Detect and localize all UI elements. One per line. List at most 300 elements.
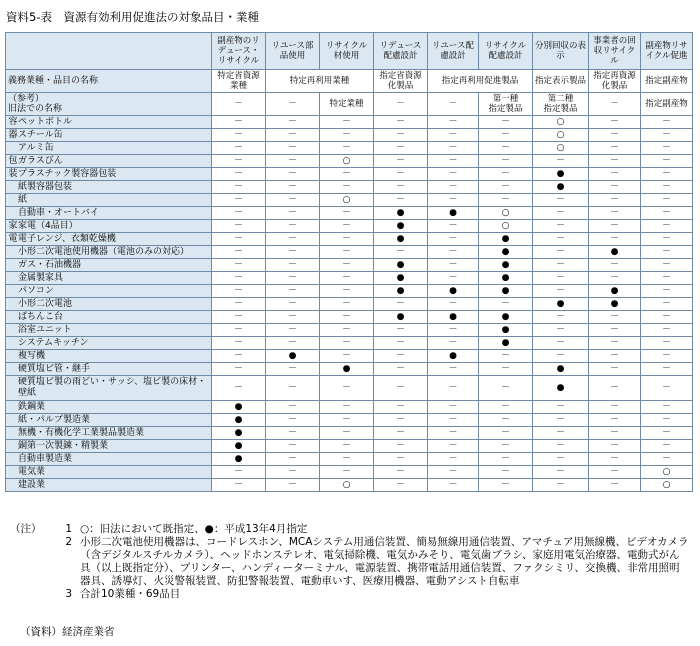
mark-cell: －	[589, 181, 641, 194]
mark-cell: ○	[533, 129, 589, 142]
mark-cell: －	[589, 401, 641, 414]
mark-cell: ●	[428, 350, 479, 363]
mark-cell: －	[428, 259, 479, 272]
mark-cell: －	[320, 116, 374, 129]
column-header: リサイクル配慮設計	[479, 33, 533, 70]
item-label-wrap	[8, 377, 209, 399]
mark-cell: －	[589, 350, 641, 363]
item-label-wrap	[8, 402, 209, 413]
item-name: 紙・パルプ製造業	[18, 414, 91, 425]
group-label: 容	[8, 116, 18, 127]
mark-cell: －	[320, 453, 374, 466]
item-name: パソコン	[18, 285, 54, 296]
category-cell: 指定表示製品	[533, 70, 589, 93]
mark-cell: －	[641, 142, 693, 155]
mark-cell: －	[533, 466, 589, 479]
old-law-row	[6, 93, 693, 116]
mark-cell: －	[266, 207, 320, 220]
note-prefix: （注）	[10, 523, 42, 535]
mark-cell: －	[212, 142, 266, 155]
mark-cell: ●	[374, 259, 428, 272]
mark-cell: －	[641, 246, 693, 259]
mark-cell: －	[479, 363, 533, 376]
mark-cell: －	[428, 142, 479, 155]
item-name: アルミ缶	[18, 142, 54, 153]
mark-cell: －	[212, 479, 266, 492]
mark-cell: －	[212, 181, 266, 194]
mark-cell: －	[641, 427, 693, 440]
table-row	[6, 298, 693, 311]
item-label-wrap	[8, 286, 209, 297]
mark-cell: ●	[212, 414, 266, 427]
mark-cell: －	[589, 466, 641, 479]
mark-cell: －	[641, 401, 693, 414]
mark-cell: －	[533, 453, 589, 466]
mark-cell: －	[589, 155, 641, 168]
mark-cell: －	[641, 414, 693, 427]
table-row	[6, 453, 693, 466]
old-law-value: 特定業種	[320, 93, 374, 116]
mark-cell: －	[320, 168, 374, 181]
item-label	[6, 155, 212, 168]
mark-cell: －	[589, 142, 641, 155]
mark-cell: －	[641, 311, 693, 324]
old-law-value: －	[212, 93, 266, 116]
item-label-wrap	[8, 364, 209, 375]
item-label	[6, 376, 212, 401]
item-label-wrap	[8, 467, 209, 478]
mark-cell: －	[533, 272, 589, 285]
mark-cell: －	[374, 246, 428, 259]
mark-cell: ●	[479, 272, 533, 285]
mark-cell: －	[212, 311, 266, 324]
mark-cell: －	[266, 168, 320, 181]
mark-cell: －	[641, 453, 693, 466]
mark-cell: －	[589, 479, 641, 492]
mark-cell: ○	[533, 116, 589, 129]
item-name: 硬質塩ビ管・継手	[18, 363, 91, 374]
target-items-table	[5, 32, 693, 492]
note-number: 3	[65, 588, 72, 600]
category-cell: 指定副産物	[641, 70, 693, 93]
mark-cell: ●	[374, 311, 428, 324]
mark-cell: ●	[533, 181, 589, 194]
item-label-wrap	[8, 415, 209, 426]
mark-cell: －	[589, 376, 641, 401]
item-name: 小形二次電池	[18, 298, 73, 309]
group-label: 器	[8, 129, 18, 140]
item-name: 家電（4品目）	[18, 220, 78, 231]
mark-cell: －	[589, 453, 641, 466]
item-label	[6, 207, 212, 220]
group-label: 電	[8, 233, 18, 244]
mark-cell: －	[479, 453, 533, 466]
mark-cell: －	[533, 246, 589, 259]
item-label-wrap	[8, 273, 209, 284]
mark-cell: ●	[533, 298, 589, 311]
mark-cell: ●	[266, 350, 320, 363]
mark-cell: －	[320, 376, 374, 401]
mark-cell: －	[533, 440, 589, 453]
mark-cell: －	[266, 272, 320, 285]
table-row	[6, 285, 693, 298]
mark-cell: －	[428, 324, 479, 337]
mark-cell: －	[212, 363, 266, 376]
mark-cell: －	[428, 155, 479, 168]
mark-cell: －	[212, 129, 266, 142]
table-row	[6, 116, 693, 129]
mark-cell: ○	[479, 207, 533, 220]
group-label	[8, 273, 18, 284]
column-header: 事業者の回収リサイクル	[589, 33, 641, 70]
mark-cell: ●	[533, 168, 589, 181]
note-number: 2	[65, 536, 72, 548]
item-label-wrap	[8, 195, 209, 206]
item-label	[6, 142, 212, 155]
item-name: システムキッチン	[18, 337, 89, 348]
mark-cell: －	[479, 155, 533, 168]
table-row	[6, 233, 693, 246]
item-label	[6, 298, 212, 311]
item-label	[6, 220, 212, 233]
mark-cell: －	[374, 414, 428, 427]
mark-cell: －	[641, 220, 693, 233]
mark-cell: －	[266, 324, 320, 337]
mark-cell: －	[320, 401, 374, 414]
mark-cell: －	[320, 324, 374, 337]
mark-cell: －	[479, 414, 533, 427]
item-name: 建設業	[18, 479, 46, 490]
column-header: リサイクル材使用	[320, 33, 374, 70]
category-cell-merged: 指定再利用促進製品	[428, 70, 533, 93]
category-row	[6, 70, 693, 93]
mark-cell: －	[533, 479, 589, 492]
mark-cell: －	[374, 363, 428, 376]
mark-cell: －	[212, 324, 266, 337]
mark-cell: －	[428, 194, 479, 207]
item-name: 硬質塩ビ製の雨どい・サッシ、塩ビ製の床材・壁紙	[18, 377, 207, 398]
mark-cell: ●	[479, 233, 533, 246]
mark-cell: －	[374, 337, 428, 350]
mark-cell: －	[320, 466, 374, 479]
table-row	[6, 440, 693, 453]
mark-cell: ●	[479, 259, 533, 272]
item-label-wrap	[8, 156, 209, 167]
mark-cell: ○	[641, 466, 693, 479]
mark-cell: －	[479, 376, 533, 401]
mark-cell: －	[266, 440, 320, 453]
note-item	[20, 536, 690, 588]
mark-cell: －	[589, 440, 641, 453]
mark-cell: －	[320, 440, 374, 453]
source-note: （資料）経済産業省	[20, 626, 115, 638]
mark-cell: －	[533, 337, 589, 350]
item-name: 紙	[18, 194, 28, 205]
mark-cell: －	[589, 427, 641, 440]
mark-cell: －	[212, 272, 266, 285]
item-label-wrap	[8, 117, 209, 128]
item-name: ガス・石油機器	[18, 259, 82, 270]
item-label-wrap	[8, 312, 209, 323]
column-header: リユース配慮設計	[428, 33, 479, 70]
note-text: 小形二次電池使用機器は、コードレスホン、MCAシステム用通信装置、簡易無線用通信装置、アマチュア用無線機、ビデオカメラ（含デジタルスチルカメラ）、ヘッドホンステレオ、電気掃除機、電気かみそり、電気歯ブラシ、家庭用電気治療器、電動式がん具（以上既指定分）、プリンター、ハンディーターミナル、電源装置、携帯電話用通信装置、ファクシミリ、交換機、非常用照明器具、誘導灯、火災警報装置、防犯警報装置、電動車いす、医療用機器、電動アシスト自転車	[80, 536, 689, 587]
item-label	[6, 363, 212, 376]
mark-cell: －	[374, 427, 428, 440]
mark-cell: －	[320, 337, 374, 350]
table-row	[6, 246, 693, 259]
mark-cell: －	[533, 401, 589, 414]
mark-cell: －	[428, 401, 479, 414]
column-header: 副産物のリデュース・リサイクル	[212, 33, 266, 70]
mark-cell: ●	[428, 285, 479, 298]
mark-cell: －	[479, 440, 533, 453]
mark-cell: －	[212, 168, 266, 181]
mark-cell: ●	[533, 363, 589, 376]
mark-cell: －	[589, 259, 641, 272]
table-row	[6, 259, 693, 272]
mark-cell: －	[533, 233, 589, 246]
mark-cell: －	[533, 155, 589, 168]
item-name: スチール缶	[18, 129, 63, 140]
note-number: 1	[65, 523, 72, 535]
table-row	[6, 466, 693, 479]
column-header-row	[6, 33, 693, 70]
mark-cell: －	[428, 168, 479, 181]
item-label-wrap	[8, 480, 209, 491]
mark-cell: ●	[374, 272, 428, 285]
mark-cell: －	[428, 376, 479, 401]
mark-cell: －	[320, 220, 374, 233]
table-row	[6, 272, 693, 285]
group-label	[8, 260, 18, 271]
mark-cell: ●	[589, 246, 641, 259]
mark-cell: －	[374, 168, 428, 181]
mark-cell: －	[589, 272, 641, 285]
note-item	[10, 523, 690, 536]
mark-cell: －	[374, 155, 428, 168]
item-label	[6, 168, 212, 181]
mark-cell: －	[479, 116, 533, 129]
mark-cell: －	[479, 298, 533, 311]
mark-cell: ●	[589, 298, 641, 311]
item-label	[6, 453, 212, 466]
mark-cell: －	[320, 142, 374, 155]
item-label-wrap	[8, 454, 209, 465]
column-header: 分別回収の表示	[533, 33, 589, 70]
item-name: 電子レンジ、衣類乾燥機	[18, 233, 116, 244]
corner-cell	[6, 33, 212, 70]
item-label	[6, 259, 212, 272]
group-label	[8, 467, 18, 478]
table-row	[6, 350, 693, 363]
group-label	[8, 325, 18, 336]
group-label	[8, 195, 18, 206]
item-name: 銅第一次製錬・精製業	[18, 440, 109, 451]
mark-cell: －	[589, 129, 641, 142]
mark-cell: －	[589, 324, 641, 337]
table-row	[6, 129, 693, 142]
item-label	[6, 272, 212, 285]
mark-cell: －	[533, 220, 589, 233]
mark-cell: －	[533, 285, 589, 298]
mark-cell: －	[533, 350, 589, 363]
mark-cell: －	[266, 311, 320, 324]
mark-cell: －	[533, 207, 589, 220]
item-name: 自動車製造業	[18, 453, 73, 464]
item-label-wrap	[8, 428, 209, 439]
mark-cell: ○	[533, 142, 589, 155]
mark-cell: ●	[428, 311, 479, 324]
mark-cell: －	[320, 129, 374, 142]
category-cell: 指定省資源化製品	[374, 70, 428, 93]
mark-cell: －	[533, 311, 589, 324]
mark-cell: －	[320, 259, 374, 272]
mark-cell: －	[374, 324, 428, 337]
item-name: 金属製家具	[18, 272, 64, 283]
mark-cell: ●	[212, 440, 266, 453]
item-label	[6, 479, 212, 492]
mark-cell: －	[533, 414, 589, 427]
item-label	[6, 350, 212, 363]
old-law-value: 第二種 指定製品	[533, 93, 589, 116]
group-label	[8, 299, 18, 310]
item-label-wrap	[8, 247, 209, 258]
item-name: 自動車・オートバイ	[18, 207, 99, 218]
mark-cell: －	[212, 155, 266, 168]
column-header: 副産物リサイクル促進	[641, 33, 693, 70]
mark-cell: －	[212, 207, 266, 220]
table-row	[6, 479, 693, 492]
item-name: 紙製容器包装	[18, 181, 73, 192]
group-label	[8, 364, 18, 375]
mark-cell: －	[374, 440, 428, 453]
table-row	[6, 427, 693, 440]
mark-cell: －	[320, 207, 374, 220]
item-label	[6, 427, 212, 440]
item-name: 鉄鋼業	[18, 401, 46, 412]
mark-cell: －	[533, 194, 589, 207]
table-row	[6, 142, 693, 155]
group-label	[8, 415, 18, 426]
group-label: 包	[8, 155, 18, 166]
mark-cell: －	[589, 168, 641, 181]
item-label-wrap	[8, 441, 209, 452]
mark-cell: －	[212, 466, 266, 479]
item-name: 浴室ユニット	[18, 324, 72, 335]
item-label-wrap	[8, 299, 209, 310]
mark-cell: －	[266, 220, 320, 233]
item-name: ぱちんこ台	[18, 311, 64, 322]
mark-cell: ●	[479, 324, 533, 337]
item-label-wrap	[8, 234, 209, 245]
group-label: 装	[8, 168, 18, 179]
item-label	[6, 311, 212, 324]
mark-cell: －	[374, 194, 428, 207]
table-row	[6, 376, 693, 401]
mark-cell: －	[589, 363, 641, 376]
mark-cell: －	[212, 194, 266, 207]
mark-cell: －	[428, 233, 479, 246]
mark-cell: －	[320, 350, 374, 363]
item-name: 小形二次電池使用機器（電池のみの対応）	[18, 246, 190, 257]
table-row	[6, 155, 693, 168]
mark-cell: －	[212, 259, 266, 272]
item-label	[6, 194, 212, 207]
mark-cell: －	[212, 233, 266, 246]
group-label	[8, 182, 18, 193]
column-header: リデュース配慮設計	[374, 33, 428, 70]
mark-cell: －	[641, 116, 693, 129]
item-label-wrap	[8, 208, 209, 219]
mark-cell: －	[641, 233, 693, 246]
item-label	[6, 324, 212, 337]
old-law-value: 指定副産物	[641, 93, 693, 116]
mark-cell: ●	[374, 233, 428, 246]
mark-cell: －	[641, 376, 693, 401]
group-label	[8, 402, 18, 413]
mark-cell: －	[533, 324, 589, 337]
table-row	[6, 401, 693, 414]
mark-cell: －	[641, 324, 693, 337]
item-label-wrap	[8, 169, 209, 180]
mark-cell: －	[212, 285, 266, 298]
mark-cell: －	[320, 298, 374, 311]
group-label	[8, 338, 18, 349]
mark-cell: －	[428, 220, 479, 233]
item-label-wrap	[8, 325, 209, 336]
mark-cell: －	[641, 298, 693, 311]
mark-cell: ●	[428, 207, 479, 220]
mark-cell: －	[589, 207, 641, 220]
mark-cell: －	[212, 220, 266, 233]
mark-cell: ●	[212, 401, 266, 414]
mark-cell: －	[589, 116, 641, 129]
mark-cell: －	[428, 453, 479, 466]
mark-cell: －	[266, 363, 320, 376]
table-row	[6, 168, 693, 181]
item-label	[6, 129, 212, 142]
mark-cell: －	[266, 337, 320, 350]
mark-cell: －	[589, 311, 641, 324]
table-row	[6, 207, 693, 220]
mark-cell: ●	[374, 285, 428, 298]
item-label	[6, 116, 212, 129]
mark-cell: ●	[589, 285, 641, 298]
group-label	[8, 247, 18, 258]
mark-cell: －	[266, 116, 320, 129]
note-prefix	[10, 536, 46, 588]
mark-cell: －	[641, 194, 693, 207]
group-label	[8, 312, 18, 323]
mark-cell: －	[266, 142, 320, 155]
mark-cell: －	[266, 376, 320, 401]
mark-cell: －	[212, 376, 266, 401]
category-cell: 特定省資源業種	[212, 70, 266, 93]
mark-cell: －	[479, 466, 533, 479]
mark-cell: －	[479, 427, 533, 440]
table-row	[6, 363, 693, 376]
mark-cell: －	[320, 272, 374, 285]
table-row	[6, 311, 693, 324]
mark-cell: －	[374, 453, 428, 466]
mark-cell: －	[428, 363, 479, 376]
notes-section	[10, 523, 690, 601]
mark-cell: －	[641, 350, 693, 363]
mark-cell: －	[428, 246, 479, 259]
group-label	[8, 454, 18, 465]
mark-cell: －	[266, 414, 320, 427]
item-label	[6, 414, 212, 427]
